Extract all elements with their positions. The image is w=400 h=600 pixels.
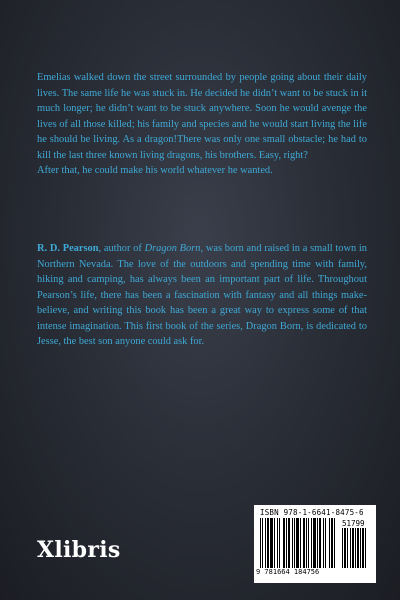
isbn-barcode xyxy=(254,505,376,583)
book-title-reference: Dragon Born xyxy=(144,243,201,254)
publisher-logo: Xlibris xyxy=(37,537,121,563)
addon-barcode-bars xyxy=(342,528,370,568)
blurb-paragraph-2: After that, he could make his world whatever he wanted. xyxy=(37,165,273,176)
blurb-paragraph-1: Emelias walked down the street surrounded by people going about their daily lives. The same life he was stuck in. He decided he didn’t want to be stuck in it much longer; he didn’t want to be stuck anywhere. Soon he would avenge the lives of all those killed; his family and species and he would start living the life he should be living. As a dragon!There was only one small obstacle; he had to kill the last three known living dragons, his brothers. Easy, right? xyxy=(37,72,367,161)
author-name: R. D. Pearson xyxy=(37,243,99,254)
isbn-label: ISBN 978-1-6641-8475-6 xyxy=(260,508,364,517)
ean-barcode-bars xyxy=(260,518,336,568)
book-blurb xyxy=(37,70,367,179)
ean-digits: 9 781664 184756 xyxy=(256,568,320,576)
bio-text-2: , was born and raised in a small town in Northern Nevada. The love of the outdoors and spending time with family, hiking and camping, has always been an important part of life. Throughout Pearson’s life, there has been a fascination with fantasy and all things make-believe, and writing this book has been a great way to express some of that intense imagination. This first book of the series, Dragon Born, is dedicated to Jesse, the best son anyone could ask for. xyxy=(37,243,367,347)
price-code: 51799 xyxy=(342,519,365,528)
bio-text-1: , author of xyxy=(98,243,145,254)
author-bio xyxy=(37,241,367,350)
